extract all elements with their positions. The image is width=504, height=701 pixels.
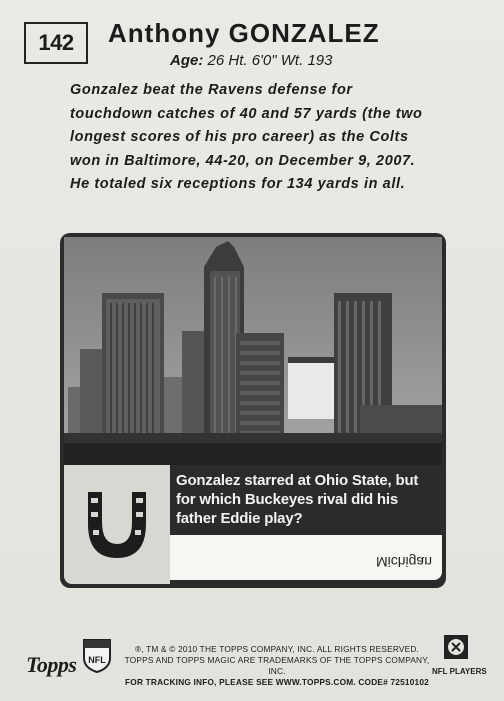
- player-bio: [70, 79, 440, 197]
- nfl-players-icon: [443, 634, 469, 660]
- bio-line: won in Baltimore, 44-20, on December 9, 2007.: [70, 152, 416, 169]
- card-footer: [0, 632, 504, 692]
- horseshoe-logo: [64, 465, 170, 584]
- bio-line: He totaled six receptions for 134 yards in all.: [70, 176, 406, 192]
- legal-line-3: FOR TRACKING INFO, PLEASE SEE WWW.TOPPS.COM. CODE# 72510102: [125, 677, 429, 687]
- legal-line-1: ®, TM & © 2010 THE TOPPS COMPANY, INC. ALL RIGHTS RESERVED.: [134, 644, 420, 654]
- card-number: [24, 22, 88, 64]
- nfl-shield-icon: [82, 638, 112, 674]
- bio-line: longest scores of his pro career) as the Colts: [70, 129, 409, 145]
- legal-text: [120, 644, 434, 688]
- trivia-answer-upside-down: Michigan: [375, 554, 432, 570]
- nfl-players-label: NFL PLAYERS: [432, 667, 487, 676]
- card-number-text: 142: [38, 30, 74, 55]
- age-value: 26: [207, 52, 225, 69]
- bio-line: Gonzalez beat the Ravens defense for: [70, 82, 353, 98]
- weight-value: 193: [307, 52, 333, 69]
- weight-label: Wt.: [280, 52, 304, 69]
- photo-trivia-panel: [60, 233, 446, 588]
- height-label: Ht.: [228, 52, 248, 69]
- height-value: 6'0": [251, 52, 277, 69]
- topps-logo: Topps: [26, 652, 77, 677]
- nfl-players-logo: [432, 634, 487, 676]
- age-label: Age:: [170, 52, 204, 69]
- player-name: Anthony GONZALEZ: [108, 18, 380, 48]
- player-stats: [170, 52, 332, 69]
- trivia-question: Gonzalez starred at Ohio State, but for which Buckeyes rival did his father Eddie play?: [176, 472, 419, 527]
- city-skyline-photo: [64, 237, 442, 469]
- horseshoe-icon: [74, 482, 160, 568]
- legal-line-2: TOPPS AND TOPPS MAGIC ARE TRADEMARKS OF THE TOPPS COMPANY, INC.: [124, 655, 430, 676]
- bio-line: touchdown catches of 40 and 57 yards (the two: [70, 105, 423, 122]
- nfl-text: NFL: [88, 655, 106, 665]
- answer-box: [170, 535, 442, 580]
- trivia-box: [64, 465, 442, 584]
